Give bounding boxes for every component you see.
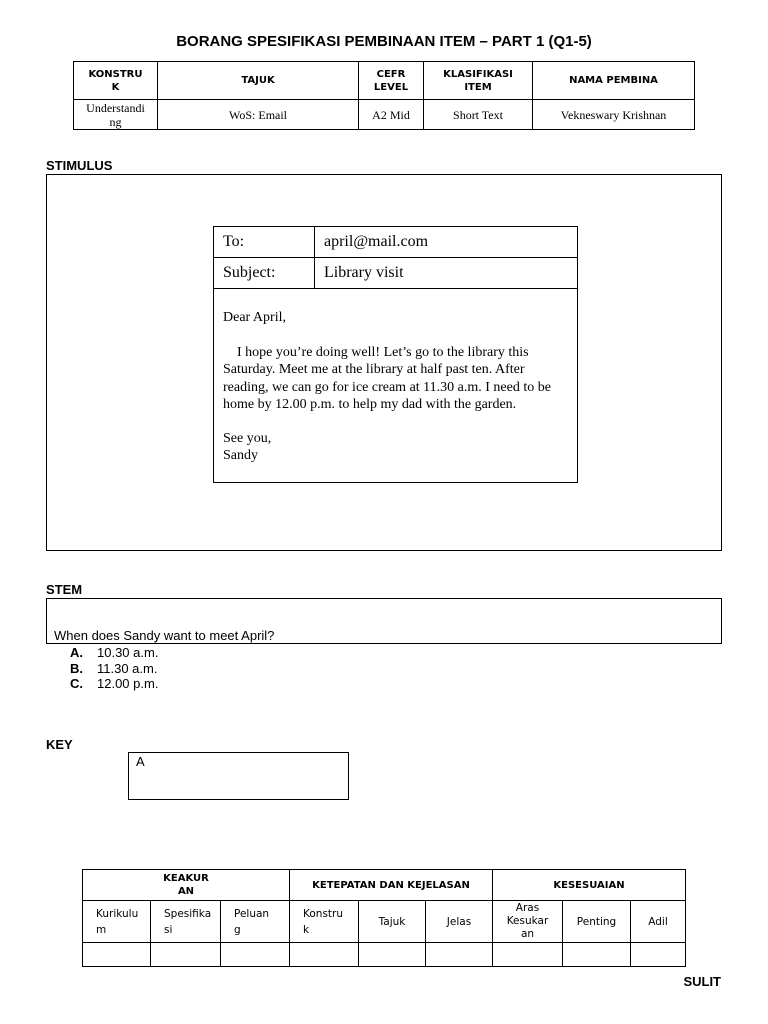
- email-message: I hope you’re doing well! Let’s go to the library this Saturday. Meet me at the library at half past ten. After reading, we can go for ice cream at 11.30 a.m. I need to be home by 12.00 p.m. to help my dad with the garden.: [223, 344, 551, 412]
- subcol-penting: Penting: [563, 901, 631, 943]
- col-klasifikasi-item: KLASIFIKASI ITEM: [424, 62, 533, 100]
- cell-tajuk: WoS: Email: [158, 100, 359, 130]
- score-cell[interactable]: [359, 943, 426, 967]
- cell-cefr-level: A2 Mid: [359, 100, 424, 130]
- email-body: [223, 309, 568, 465]
- email-subject-value: Library visit: [324, 264, 404, 281]
- key-value: A: [136, 754, 145, 769]
- score-cell[interactable]: [563, 943, 631, 967]
- footer-classification: SULIT: [683, 974, 721, 989]
- subcol-kurikulum: Kurikulu m: [83, 901, 151, 943]
- group-kesesuaian: KESESUAIAN: [493, 870, 686, 901]
- subcol-peluang: Peluan g: [221, 901, 290, 943]
- email-greeting: Dear April,: [223, 310, 286, 325]
- email-to-value: april@mail.com: [324, 233, 429, 250]
- cell-konstruk: Understandi ng: [74, 100, 158, 130]
- option-letter: A.: [70, 645, 83, 660]
- email-closing: See you,: [223, 430, 272, 446]
- option-a: [70, 645, 158, 661]
- group-keakuran: KEAKUR AN: [83, 870, 290, 901]
- email-subject-label: Subject:: [214, 258, 315, 288]
- subcol-jelas: Jelas: [426, 901, 493, 943]
- option-b: [70, 661, 158, 677]
- stem-label: STEM: [46, 582, 83, 597]
- answer-options: [70, 645, 158, 692]
- option-text: 11.30 a.m.: [97, 660, 158, 676]
- subcol-adil: Adil: [631, 901, 686, 943]
- col-nama-pembina: NAMA PEMBINA: [533, 62, 695, 100]
- item-header-table: [73, 61, 695, 130]
- score-cell[interactable]: [493, 943, 563, 967]
- email-to-row: [214, 227, 577, 258]
- subcol-konstruk: Konstru k: [290, 901, 359, 943]
- stem-question: When does Sandy want to meet April?: [54, 628, 275, 643]
- option-text: 10.30 a.m.: [97, 645, 159, 660]
- email-signature: Sandy: [223, 448, 258, 463]
- option-text: 12.00 p.m.: [97, 676, 159, 691]
- evaluation-table: [82, 869, 686, 967]
- email-card: [213, 226, 578, 483]
- email-subject-row: [214, 258, 577, 289]
- group-ketepatan-kejelasan: KETEPATAN DAN KEJELASAN: [290, 870, 493, 901]
- subcol-spesifikasi: Spesifika si: [151, 901, 221, 943]
- subcol-aras-kesukaran: Aras Kesukar an: [493, 901, 563, 943]
- email-to-label: To:: [214, 227, 315, 257]
- score-cell[interactable]: [426, 943, 493, 967]
- col-cefr-level: CEFR LEVEL: [359, 62, 424, 100]
- score-cell[interactable]: [221, 943, 290, 967]
- cell-nama-pembina: Vekneswary Krishnan: [533, 100, 695, 130]
- form-title: BORANG SPESIFIKASI PEMBINAAN ITEM – PART 1 (Q1-5): [176, 33, 592, 50]
- cell-klasifikasi-item: Short Text: [424, 100, 533, 130]
- score-cell[interactable]: [151, 943, 221, 967]
- score-cell[interactable]: [290, 943, 359, 967]
- score-cell[interactable]: [631, 943, 686, 967]
- col-konstruk: KONSTRU K: [74, 62, 158, 100]
- stimulus-label: STIMULUS: [46, 158, 113, 173]
- option-c: [70, 676, 158, 692]
- stem-box: [46, 598, 722, 644]
- option-letter: B.: [70, 660, 83, 676]
- key-box: [128, 752, 349, 800]
- col-tajuk: TAJUK: [158, 62, 359, 100]
- score-cell[interactable]: [83, 943, 151, 967]
- subcol-tajuk: Tajuk: [359, 901, 426, 943]
- option-letter: C.: [70, 676, 83, 691]
- key-label: KEY: [46, 737, 73, 752]
